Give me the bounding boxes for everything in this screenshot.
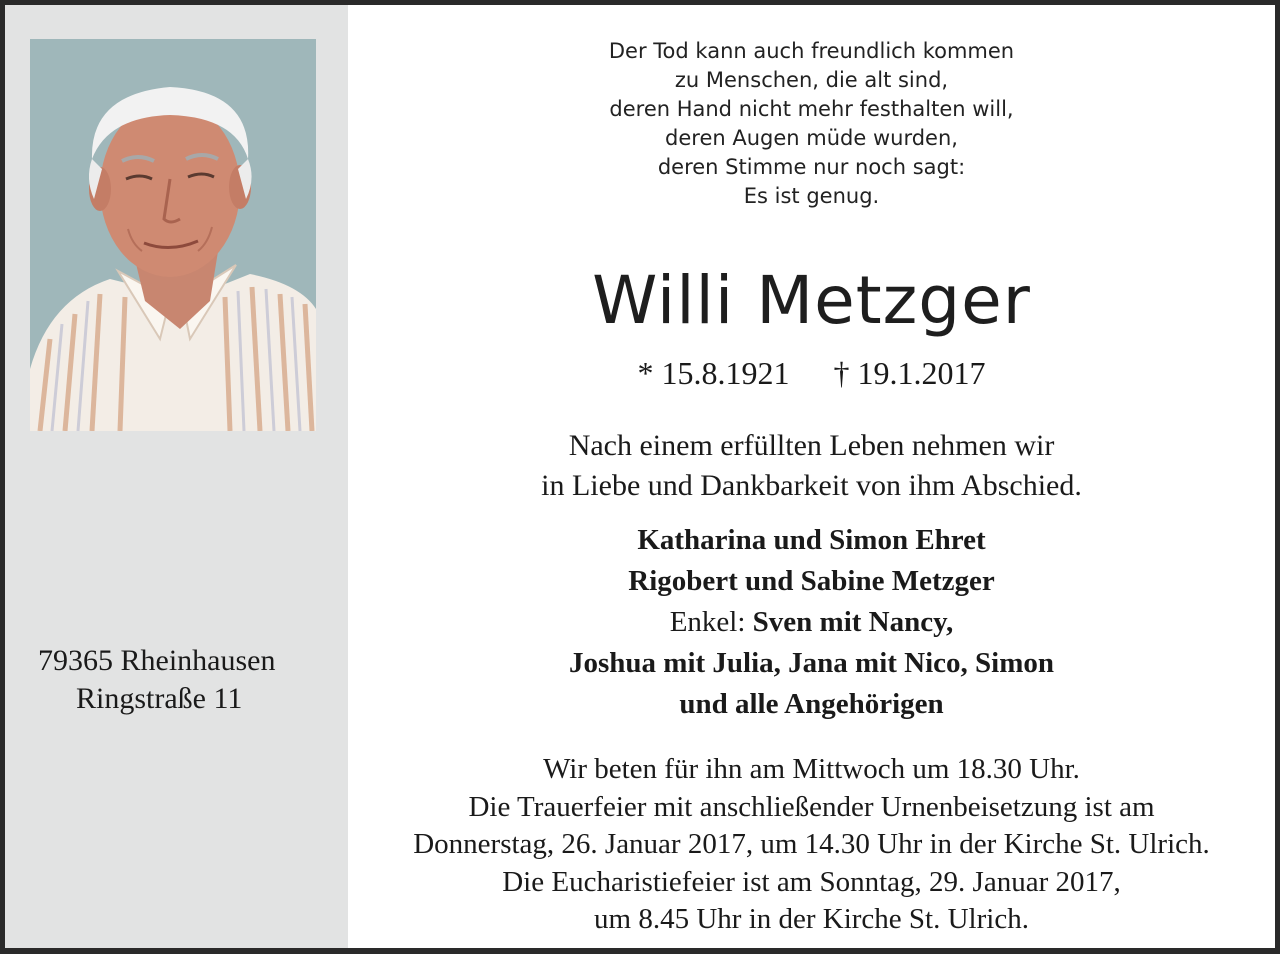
service-line: Donnerstag, 26. Januar 2017, um 14.30 Uhr in der Kirche St. Ulrich. bbox=[413, 828, 1210, 860]
farewell-line: Nach einem erfüllten Leben nehmen wir bbox=[568, 429, 1055, 462]
service-line: Die Trauerfeier mit anschließender Urnenbeisetzung ist am bbox=[468, 790, 1155, 823]
address-street: Ringstraße 11 bbox=[76, 682, 243, 715]
service-line: Wir beten für ihn am Mittwoch um 18.30 Uhr. bbox=[543, 753, 1080, 785]
life-dates bbox=[348, 351, 1275, 395]
grandchildren-names: Sven mit Nancy, bbox=[752, 606, 954, 638]
service-line: Die Eucharistiefeier ist am Sonntag, 29. Januar 2017, bbox=[502, 865, 1121, 898]
mourner-line: Katharina und Simon Ehret bbox=[637, 524, 986, 556]
address-city: 79365 Rheinhausen bbox=[38, 644, 276, 677]
poem-line: deren Hand nicht mehr festhalten will, bbox=[609, 97, 1014, 121]
birth-date: * 15.8.1921 bbox=[637, 355, 790, 391]
mourners-list bbox=[348, 520, 1275, 725]
grandchildren-label: Enkel: bbox=[669, 606, 753, 638]
farewell-line: in Liebe und Dankbarkeit von ihm Abschied. bbox=[541, 469, 1082, 502]
poem-line: deren Stimme nur noch sagt: bbox=[657, 155, 966, 179]
mourner-line: Joshua mit Julia, Jana mit Nico, Simon bbox=[569, 647, 1054, 679]
mourner-line: und alle Angehörigen bbox=[679, 688, 944, 720]
address-block bbox=[5, 642, 348, 718]
deceased-name: Willi Metzger bbox=[592, 262, 1031, 339]
sidebar-panel bbox=[5, 5, 348, 948]
service-details bbox=[348, 751, 1275, 939]
grandchildren-line bbox=[348, 602, 1275, 643]
main-content bbox=[348, 5, 1275, 948]
farewell-text bbox=[348, 426, 1275, 506]
poem-line: deren Augen müde wurden, bbox=[665, 126, 958, 150]
poem bbox=[348, 37, 1275, 211]
portrait-illustration bbox=[30, 39, 316, 431]
poem-line: zu Menschen, die alt sind, bbox=[674, 68, 949, 92]
death-date: † 19.1.2017 bbox=[833, 355, 986, 391]
service-line: um 8.45 Uhr in der Kirche St. Ulrich. bbox=[594, 903, 1029, 935]
mourner-line: Rigobert und Sabine Metzger bbox=[628, 565, 995, 597]
poem-line: Es ist genug. bbox=[743, 184, 880, 208]
portrait-photo bbox=[30, 39, 316, 431]
poem-line: Der Tod kann auch freundlich kommen bbox=[608, 39, 1015, 63]
